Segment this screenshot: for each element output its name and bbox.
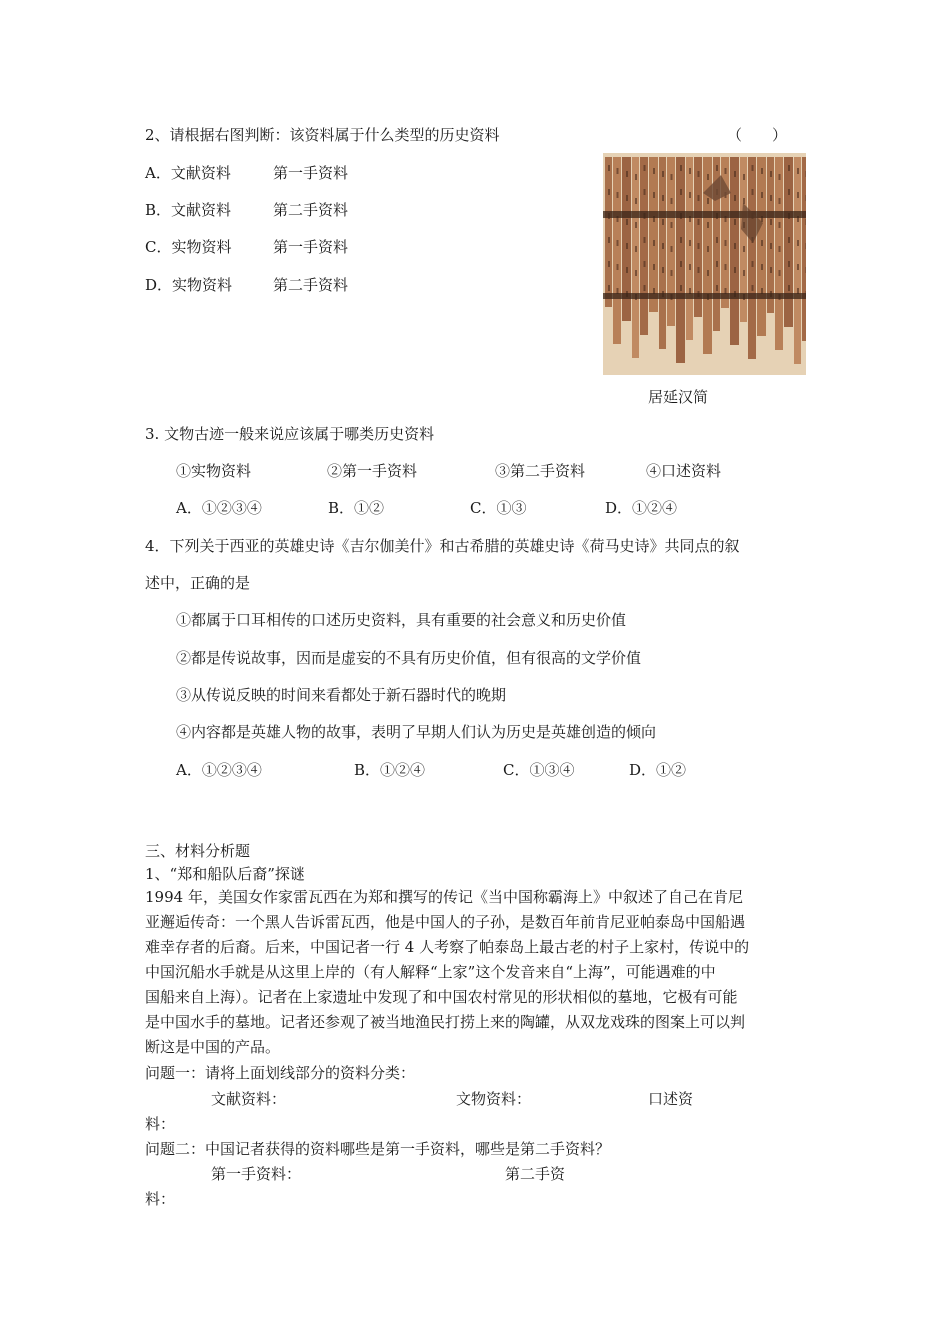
slip-inscription (743, 246, 745, 252)
q4-item-1: ①都属于口耳相传的口述历史资料，具有重要的社会意义和历史价值 (176, 611, 627, 629)
q3-choice-a: A．①②③④ (176, 499, 262, 517)
slip-inscription (626, 243, 628, 249)
slip-inscription (716, 261, 718, 267)
material-line-3: 难幸存者的后裔。后来，中国记者一行 4 人考察了帕泰岛上最古老的村子上家村，传说中的 (145, 938, 750, 956)
slip-inscription (644, 189, 646, 195)
slip-inscription (698, 195, 700, 201)
slip-inscription (617, 264, 619, 270)
slip-inscription (635, 222, 637, 228)
slip-inscription (671, 174, 673, 180)
slip-inscription (743, 270, 745, 276)
q2-secondary-label: 第二手资 (505, 1165, 566, 1183)
slip-inscription (761, 168, 763, 174)
slip-inscription (797, 168, 799, 174)
slip-inscription (680, 285, 682, 291)
slip-inscription (734, 267, 736, 273)
slip-inscription (788, 237, 790, 243)
slip-inscription (662, 243, 664, 249)
q4-choice-a: A．①②③④ (176, 761, 262, 779)
q3-choice-c: C．①③ (470, 499, 527, 517)
option-letter: D． (145, 276, 173, 294)
q4-choice-b: B．①②④ (354, 761, 426, 779)
slip-inscription (680, 165, 682, 171)
q2-secondary-label-tail: 料： (145, 1190, 176, 1208)
slip-inscription (635, 198, 637, 204)
bamboo-slips-image (603, 153, 806, 375)
slip-inscription (797, 264, 799, 270)
slip-inscription (662, 267, 664, 273)
bamboo-slip (767, 157, 774, 313)
slip-inscription (653, 192, 655, 198)
q1-oral-label-tail: 料： (145, 1115, 176, 1133)
q4-stem-line2: 述中，正确的是 (145, 574, 251, 592)
q2-answer-paren: （ ） (727, 126, 788, 144)
bamboo-slip (605, 157, 612, 307)
slip-inscription (671, 222, 673, 228)
slip-inscription (806, 195, 807, 201)
q3-item-2: ②第一手资料 (327, 462, 418, 480)
slip-inscription (770, 267, 772, 273)
slip-inscription (608, 165, 610, 171)
slip-inscription (653, 168, 655, 174)
slip-inscription (707, 222, 709, 228)
material-line-5: 国船来自上海）。记者在上家遗址中发现了和中国农村常见的形状相似的墓地，它极有可能 (145, 988, 738, 1006)
slip-inscription (644, 285, 646, 291)
slip-inscription (797, 192, 799, 198)
slip-inscription (752, 261, 754, 267)
bamboo-slip (730, 157, 739, 345)
q2-option-d (145, 275, 232, 295)
q2-option-c (145, 237, 232, 257)
q2-primary-label: 第一手资料： (211, 1165, 302, 1183)
option-letter: C． (145, 238, 172, 256)
slip-inscription (662, 219, 664, 225)
slip-inscription (761, 264, 763, 270)
slip-inscription (752, 165, 754, 171)
bamboo-slip (659, 157, 666, 349)
slip-inscription (761, 192, 763, 198)
q2-option-b (145, 200, 231, 220)
slip-inscription (770, 195, 772, 201)
slip-inscription (734, 195, 736, 201)
slip-inscription (707, 198, 709, 204)
slip-inscription (707, 246, 709, 252)
slip-inscription (653, 264, 655, 270)
q2-option-a-part2: 第一手资料 (273, 164, 349, 182)
slip-inscription (788, 165, 790, 171)
q1-artifact-label: 文物资料： (456, 1090, 532, 1108)
slip-inscription (806, 243, 807, 249)
slip-inscription (806, 219, 807, 225)
slip-inscription (635, 174, 637, 180)
option-letter: A． (145, 164, 171, 182)
q3-item-3: ③第二手资料 (495, 462, 586, 480)
slip-inscription (626, 219, 628, 225)
slip-inscription (617, 168, 619, 174)
slip-inscription (680, 189, 682, 195)
q3-item-1: ①实物资料 (176, 462, 252, 480)
q1-oral-label: 口述资 (648, 1090, 694, 1108)
bamboo-slip (632, 157, 639, 358)
slip-inscription (689, 168, 691, 174)
slip-inscription (671, 198, 673, 204)
section-heading: 三、材料分析题 (145, 842, 251, 860)
slip-inscription (617, 240, 619, 246)
slip-inscription (689, 264, 691, 270)
q3-choice-b: B．①② (328, 499, 385, 517)
material-line-4: 中国沉船水手就是从这里上岸的（有人解释“上家”这个发音来自“上海”，可能遇难的中 (145, 963, 716, 981)
slip-inscription (653, 240, 655, 246)
q3-stem: 3. 文物古迹一般来说应该属于哪类历史资料 (145, 425, 435, 443)
slip-inscription (608, 285, 610, 291)
slip-inscription (725, 264, 727, 270)
material-line-7: 断这是中国的产品。 (145, 1038, 281, 1056)
slip-inscription (779, 198, 781, 204)
bamboo-slip (802, 157, 806, 341)
slip-inscription (779, 174, 781, 180)
slip-inscription (734, 243, 736, 249)
slip-inscription (608, 189, 610, 195)
material-line-2: 亚邂逅传奇：一个黑人告诉雷瓦西，他是中国人的子孙，是数百年前肯尼亚帕泰岛中国船遇 (145, 913, 746, 931)
slip-inscription (698, 267, 700, 273)
slip-inscription (779, 246, 781, 252)
slip-inscription (626, 267, 628, 273)
section-subheading: 1、“郑和船队后裔”探谜 (145, 865, 305, 883)
slip-inscription (734, 171, 736, 177)
image-caption: 居延汉简 (648, 388, 709, 406)
slip-inscription (698, 171, 700, 177)
slip-inscription (725, 240, 727, 246)
bamboo-slip (748, 157, 756, 359)
slip-inscription (680, 237, 682, 243)
slip-inscription (806, 171, 807, 177)
slip-inscription (644, 237, 646, 243)
slip-inscription (671, 270, 673, 276)
q3-choice-d: D．①②④ (605, 499, 678, 517)
slip-inscription (779, 222, 781, 228)
slip-inscription (743, 198, 745, 204)
q2-stem: 2、请根据右图判断：该资料属于什么类型的历史资料 (145, 126, 500, 144)
slip-inscription (698, 243, 700, 249)
slip-inscription (608, 261, 610, 267)
slip-inscription (608, 237, 610, 243)
question-two: 问题二：中国记者获得的资料哪些是第一手资料，哪些是第二手资料？ (145, 1140, 611, 1158)
option-letter: B． (145, 201, 172, 219)
slip-inscription (698, 219, 700, 225)
bamboo-slip (667, 157, 675, 326)
slip-inscription (680, 261, 682, 267)
bamboo-slip (794, 157, 801, 364)
slip-inscription (617, 192, 619, 198)
option-d-part1: 实物资料 (172, 276, 233, 294)
slip-inscription (743, 174, 745, 180)
slip-inscription (626, 195, 628, 201)
slip-inscription (725, 168, 727, 174)
q2-option-d-part2: 第二手资料 (273, 276, 349, 294)
slip-inscription (707, 174, 709, 180)
slip-inscription (716, 165, 718, 171)
option-c-part1: 实物资料 (171, 238, 232, 256)
bamboo-slip (640, 157, 648, 335)
slip-inscription (626, 171, 628, 177)
bamboo-slip (757, 157, 766, 336)
slip-inscription (752, 189, 754, 195)
slip-inscription (788, 261, 790, 267)
bamboo-slips-illustration (603, 153, 806, 375)
option-a-part1: 文献资料 (170, 164, 231, 182)
q4-choice-d: D．①② (629, 761, 687, 779)
slip-inscription (779, 270, 781, 276)
slip-inscription (707, 270, 709, 276)
slip-inscription (788, 285, 790, 291)
slip-inscription (644, 165, 646, 171)
slip-inscription (788, 189, 790, 195)
q1-literature-label: 文献资料： (211, 1090, 287, 1108)
q4-stem-line1: 4．下列关于西亚的英雄史诗《吉尔伽美什》和古希腊的英雄史诗《荷马史诗》共同点的叙 (145, 537, 740, 555)
material-line-1: 1994 年，美国女作家雷瓦西在为郑和撰写的传记《当中国称霸海上》中叙述了自己在肯尼 (145, 888, 743, 906)
slip-inscription (689, 192, 691, 198)
slip-inscription (770, 171, 772, 177)
q3-item-4: ④口述资料 (646, 462, 722, 480)
slip-inscription (671, 246, 673, 252)
bamboo-slip (613, 157, 621, 344)
slip-inscription (662, 171, 664, 177)
slip-inscription (644, 261, 646, 267)
slip-inscription (689, 240, 691, 246)
bamboo-slip (775, 157, 783, 350)
option-b-part1: 文献资料 (171, 201, 232, 219)
question-one: 问题一：请将上面划线部分的资料分类： (145, 1064, 416, 1082)
q2-option-a (145, 163, 231, 183)
slip-inscription (797, 240, 799, 246)
q2-option-b-part2: 第二手资料 (273, 201, 349, 219)
slip-inscription (752, 285, 754, 291)
slip-inscription (635, 270, 637, 276)
bamboo-slip (686, 157, 693, 340)
q4-item-4: ④内容都是英雄人物的故事，表明了早期人们认为历史是英雄创造的倾向 (176, 723, 657, 741)
slip-inscription (734, 219, 736, 225)
bamboo-slip (676, 157, 685, 363)
q4-item-3: ③从传说反映的时间来看都处于新石器时代的晚期 (176, 686, 507, 704)
q4-choice-c: C．①③④ (503, 761, 575, 779)
slip-inscription (716, 237, 718, 243)
q4-item-2: ②都是传说故事，因而是虚妄的不具有历史价值，但有很高的文学价值 (176, 649, 642, 667)
material-line-6: 是中国水手的墓地。记者还参观了被当地渔民打捞上来的陶罐，从双龙戏珠的图案上可以判 (145, 1013, 746, 1031)
q2-option-c-part2: 第一手资料 (273, 238, 349, 256)
slip-inscription (662, 195, 664, 201)
slip-inscription (770, 219, 772, 225)
slip-inscription (761, 240, 763, 246)
slip-inscription (770, 243, 772, 249)
slip-inscription (806, 267, 807, 273)
slip-inscription (716, 285, 718, 291)
slip-inscription (635, 246, 637, 252)
